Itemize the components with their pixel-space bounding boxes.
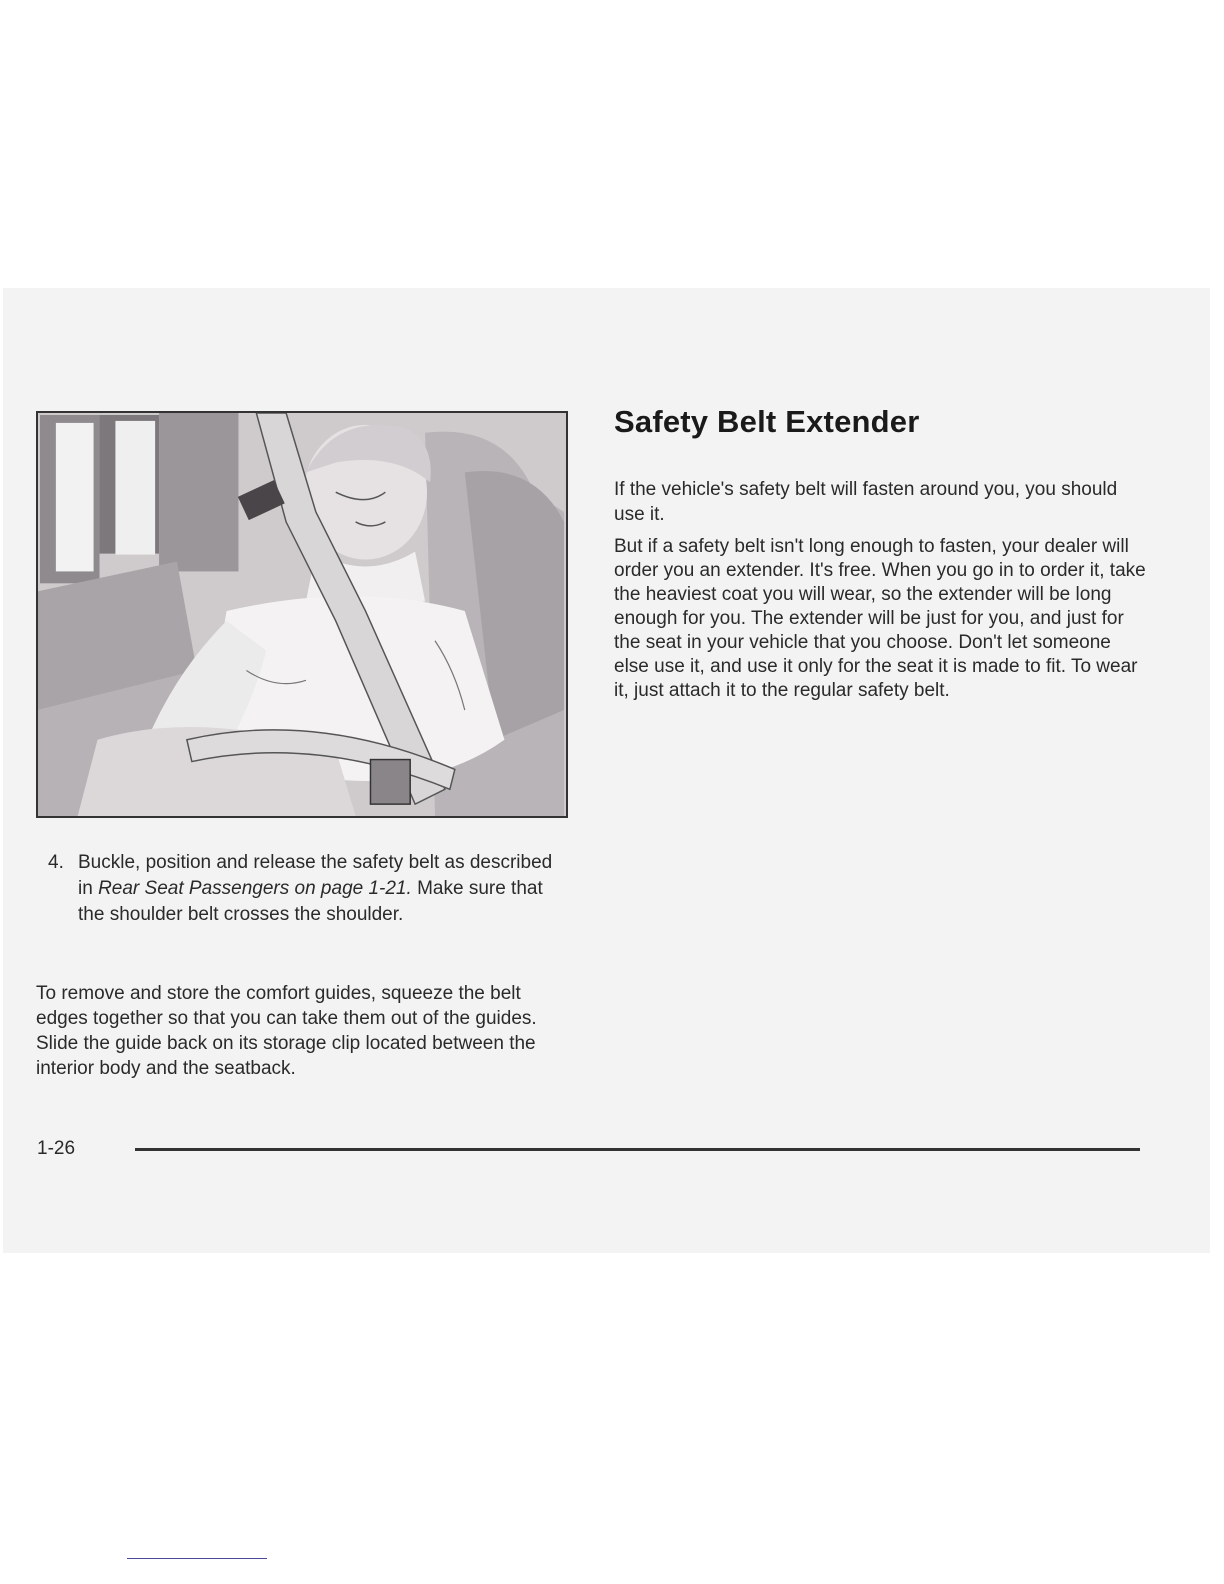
illustration-drawing	[38, 413, 566, 816]
step-4	[48, 850, 568, 928]
step-number: 4.	[48, 852, 64, 873]
section-heading: Safety Belt Extender	[614, 404, 920, 439]
page-reference: Rear Seat Passengers on page 1-21.	[98, 878, 412, 899]
page-number: 1-26	[37, 1138, 76, 1159]
child-safety-belt-illustration	[36, 411, 568, 818]
bottom-divider	[127, 1558, 267, 1559]
extender-details-paragraph: But if a safety belt isn't long enough to fasten, your dealer will order you an extender. It's free. When you go in to order it, take the heaviest coat you will wear, so the extender will be long enough for you. The extender will be just for you, and just for the seat in your vehicle that you choose. Don't let someone else use it, and use it only for the seat it is made to fit. To wear it, just attach it to the regular safety belt.	[614, 536, 1146, 701]
footer-rule	[135, 1148, 1140, 1151]
step-text-after: Make sure that the shoulder belt crosses the shoulder.	[78, 878, 543, 925]
step-text	[78, 850, 568, 928]
comfort-guide-removal-paragraph: To remove and store the comfort guides, squeeze the belt edges together so that you can take them out of the guides. Slide the guide back on its storage clip located between the interior body and the seatback.	[36, 983, 537, 1079]
step-text-before: Buckle, position and release the safety belt as described in	[78, 852, 553, 899]
extender-intro-paragraph: If the vehicle's safety belt will fasten around you, you should use it.	[614, 479, 1118, 525]
